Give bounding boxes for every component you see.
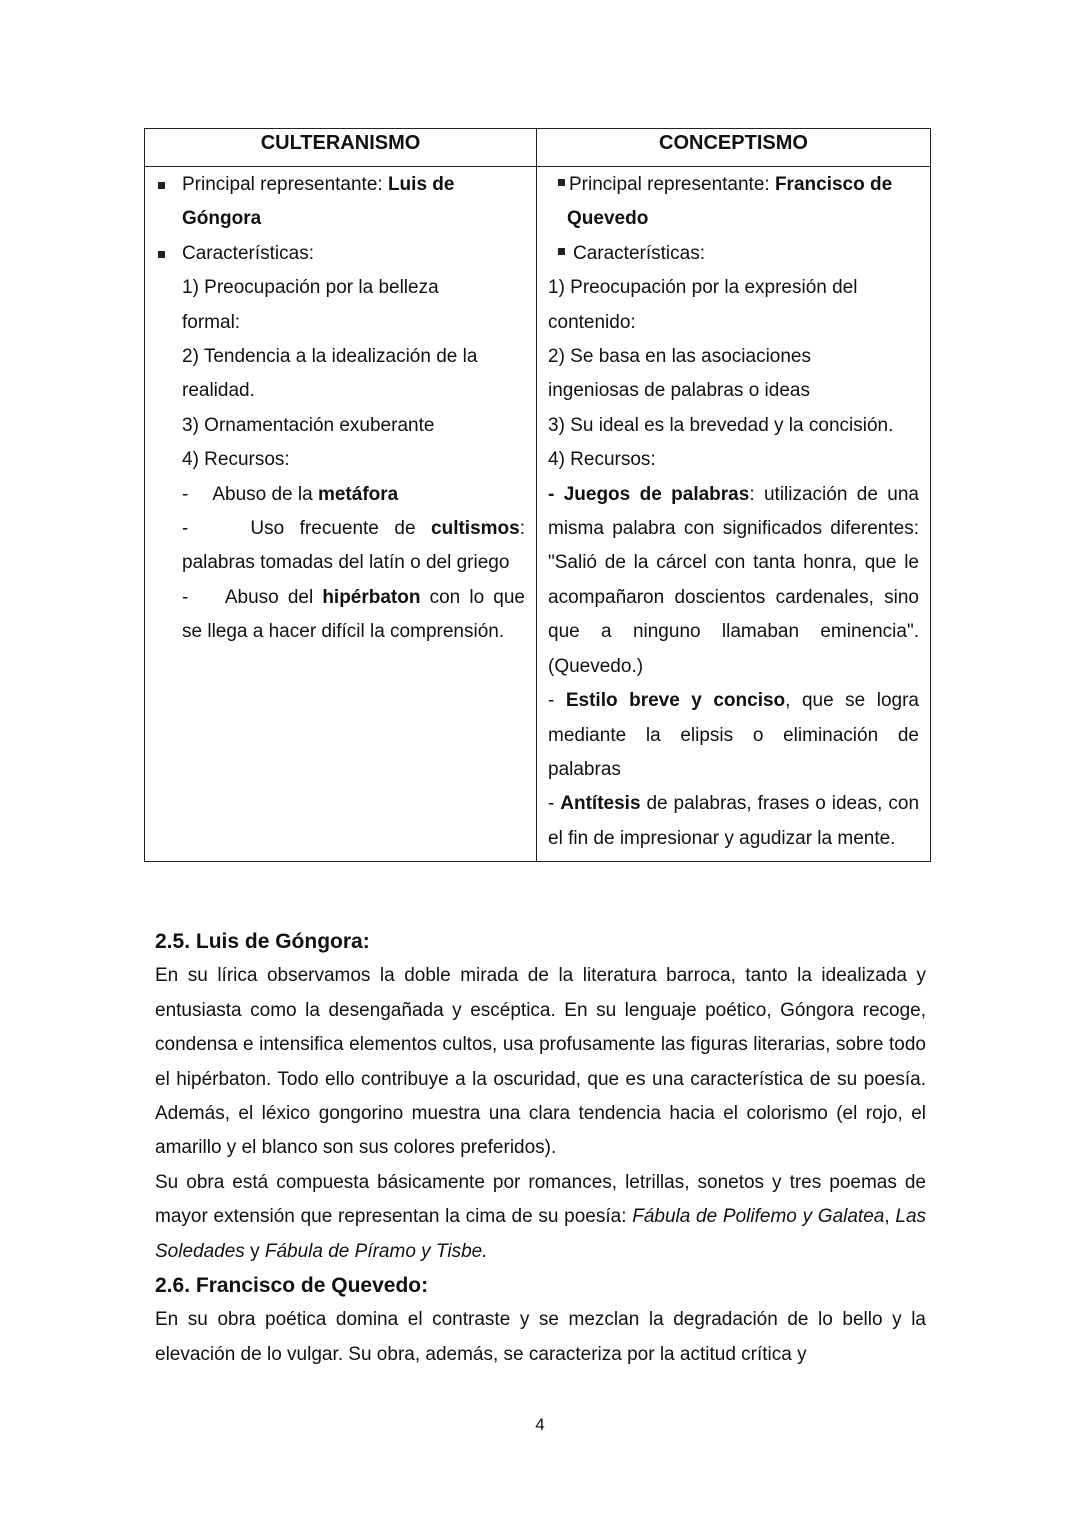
right-resource-estilo: - Estilo breve y conciso, que se logra mediante la elipsis o eliminación de palabras (548, 690, 919, 780)
conceptismo-header: CONCEPTISMO (537, 129, 931, 167)
page-number: 4 (535, 1415, 545, 1434)
section-gongora (155, 925, 926, 1372)
right-item-2: 2) Se basa en las asociaciones ingeniosas de palabras o ideas (548, 346, 811, 402)
right-item-3: 3) Su ideal es la brevedad y la concisión. (548, 414, 894, 436)
comparison-table (144, 128, 931, 862)
left-item-2: 2) Tendencia a la idealización de la realidad. (182, 346, 478, 402)
right-resource-juegos: - Juegos de palabras: utilización de una misma palabra con significados diferentes: "Salió de la cárcel con tanta honra, que le acompañaron doscientos cardenales, sino que a ninguno llamaban eminencia". (Quevedo.) (548, 483, 919, 677)
left-characteristics-label: Características: (182, 242, 314, 264)
culteranismo-cell (145, 167, 537, 862)
right-representative: Principal representante: Francisco de Quevedo (548, 168, 919, 237)
bullet-square-icon (558, 248, 565, 255)
left-resource-cultismos: - Uso frecuente de cultismos: palabras tomadas del latín o del griego (182, 518, 525, 574)
gongora-paragraph-1: En su lírica observamos la doble mirada de la literatura barroca, tanto la idealizada y entusiasta como la desengañada y escéptica. En su lenguaje poético, Góngora recoge, condensa e intensifica elementos cultos, usa profusamente las figuras literarias, sobre todo el hipérbaton. Todo ello contribuye a la oscuridad, que es una característica de su poesía. Además, el léxico gongorino muestra una clara tendencia hacia el colorismo (el rojo, el amarillo y el blanco son sus colores preferidos). (155, 965, 926, 1159)
left-resource-hiperbaton: - Abuso del hipérbaton con lo que se llega a hacer difícil la comprensión. (182, 586, 525, 643)
gongora-paragraph-2: Su obra está compuesta básicamente por romances, letrillas, sonetos y tres poemas de mayor extensión que representan la cima de su poesía: Fábula de Polifemo y Galatea, Las Soledades y Fábula de Píramo y Tisbe. (155, 1171, 927, 1262)
bullet-square-icon (158, 182, 165, 189)
section-heading-quevedo: 2.6. Francisco de Quevedo: (155, 1274, 429, 1298)
culteranismo-header: CULTERANISMO (145, 129, 537, 167)
section-heading-gongora: 2.5. Luis de Góngora: (155, 930, 370, 953)
left-item-1: 1) Preocupación por la belleza formal: (182, 277, 439, 333)
left-representative: Principal representante: Luis de Góngora (156, 168, 525, 237)
right-resource-antitesis: - Antítesis de palabras, frases o ideas, con el fin de impresionar y agudizar la mente. (548, 793, 920, 849)
left-resource-metafora: - Abuso de la metáfora (182, 483, 399, 505)
left-item-3: 3) Ornamentación exuberante (182, 414, 435, 436)
left-item-4: 4) Recursos: (182, 449, 290, 471)
bullet-square-icon (158, 251, 165, 258)
right-item-1: 1) Preocupación por la expresión del contenido: (548, 277, 858, 333)
right-characteristics-label: Características: (573, 242, 705, 264)
conceptismo-cell (537, 167, 931, 862)
bullet-square-icon (558, 179, 565, 186)
right-item-4: 4) Recursos: (548, 449, 656, 471)
quevedo-paragraph-1: En su obra poética domina el contraste y se mezclan la degradación de lo bello y la elevación de lo vulgar. Su obra, además, se caracteriza por la actitud crítica y (155, 1309, 926, 1365)
